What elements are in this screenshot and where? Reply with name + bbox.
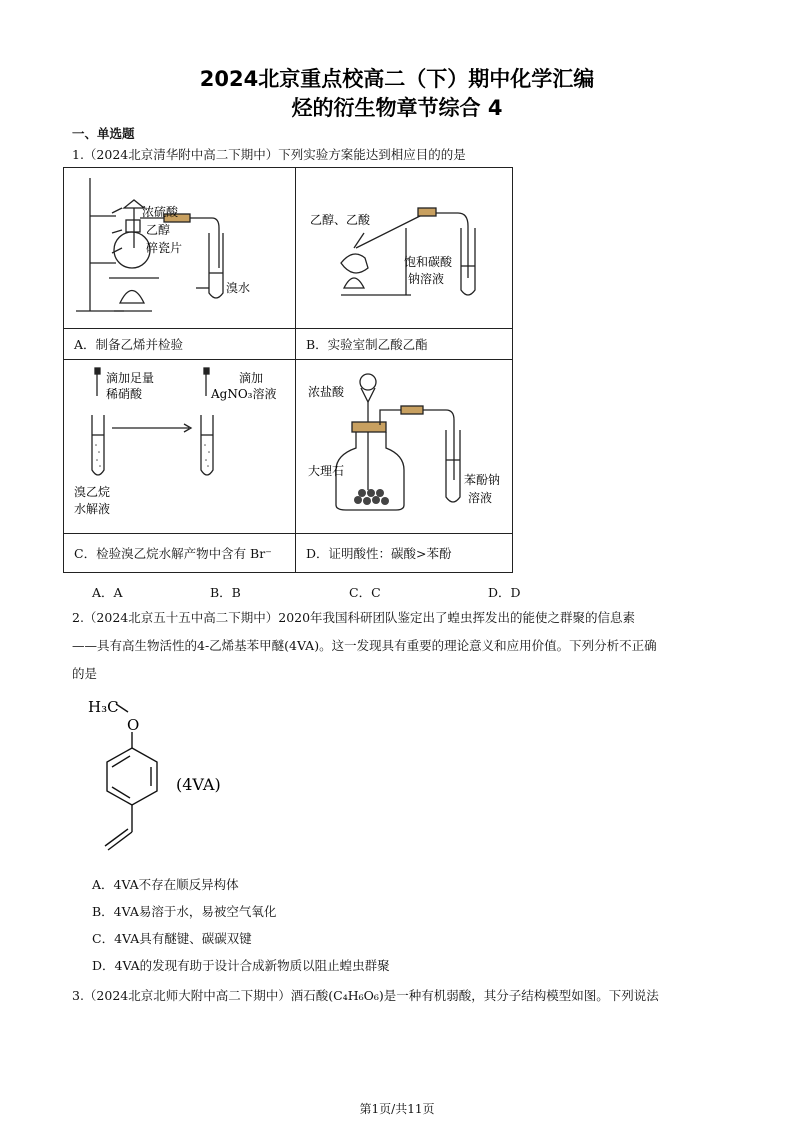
- page-footer: 第1页/共11页: [359, 1102, 435, 1116]
- label-silver-nitrate: AgNO₃溶液: [211, 387, 277, 401]
- q1-options-table: [63, 167, 513, 573]
- section-heading: 一、单选题: [72, 126, 135, 141]
- q2-choice-c: C．4VA具有醚键、碳碳双键: [92, 931, 252, 946]
- q2-stem-line3: 的是: [72, 666, 98, 681]
- label-solution: 溶液: [468, 491, 493, 505]
- q1-option-c: C．C: [349, 585, 381, 600]
- ester-apparatus-diagram: [296, 168, 512, 328]
- label-bromine-water: 溴水: [226, 281, 251, 295]
- ethylene-apparatus-diagram: [64, 168, 295, 328]
- label-ethanol-acetic-acid: 乙醇、乙酸: [310, 213, 371, 227]
- label-bromoethane: 溴乙烷: [74, 485, 111, 499]
- q1-option-b: B．B: [210, 585, 241, 600]
- q2-stem-line1: 2.（2024北京五十五中高二下期中）2020年我国科研团队鉴定出了蝗虫挥发出的能使之群聚的信息素: [72, 610, 636, 625]
- document-title-line2: 烃的衍生物章节综合 4: [291, 96, 503, 120]
- label-hydrolysate: 水解液: [74, 502, 111, 516]
- bromide-test-diagram: [64, 360, 295, 533]
- q3-stem-prefix: 3.（2024北京北师大附中高二下期中）酒石酸: [72, 988, 329, 1003]
- label-conc-sulfuric-acid: 浓硫酸: [142, 205, 179, 219]
- q1-caption-d: D．证明酸性：碳酸>苯酚: [296, 534, 513, 573]
- q3-formula: (C₄H₆O₆): [328, 988, 384, 1003]
- q1-image-a: [64, 168, 296, 329]
- q1-caption-a: A．制备乙烯并检验: [64, 329, 296, 360]
- label-sodium-phenoxide: 苯酚钠: [464, 473, 501, 487]
- 4va-structure-diagram: [88, 690, 248, 862]
- label-add-excess: 滴加足量: [106, 371, 155, 385]
- q1-option-a: A．A: [92, 585, 123, 600]
- molecule-name-label: (4VA): [176, 775, 221, 794]
- document-title-line1: 2024北京重点校高二（下）期中化学汇编: [199, 67, 595, 91]
- label-ethanol: 乙醇: [146, 223, 171, 237]
- label-add: 滴加: [239, 371, 264, 385]
- label-porcelain-chips: 碎瓷片: [146, 241, 183, 255]
- label-sodium-solution: 钠溶液: [408, 272, 445, 286]
- q2-choice-b: B．4VA易溶于水，易被空气氧化: [92, 904, 277, 919]
- q3-stem: [72, 986, 659, 1004]
- q3-stem-suffix: 是一种有机弱酸，其分子结构模型如图。下列说法: [383, 988, 659, 1003]
- label-conc-hcl: 浓盐酸: [308, 385, 345, 399]
- acidity-apparatus-diagram: [296, 360, 512, 533]
- q1-caption-b: B．实验室制乙酸乙酯: [296, 329, 513, 360]
- label-dilute-nitric: 稀硝酸: [106, 387, 143, 401]
- q1-image-d: [296, 360, 513, 534]
- q1-option-d: D．D: [488, 585, 521, 600]
- q2-stem-line2: ——具有高生物活性的4-乙烯基苯甲醚(4VA)。这一发现具有重要的理论意义和应用价值。下列分析不正确: [72, 638, 657, 653]
- q2-choice-a: A．4VA不存在顺反异构体: [92, 877, 239, 892]
- label-saturated-carbonate: 饱和碳酸: [404, 255, 453, 269]
- oxygen-atom-label: O: [127, 716, 140, 734]
- q1-image-c: [64, 360, 296, 534]
- methyl-group-label: H₃C: [88, 698, 119, 716]
- q1-stem: 1.（2024北京清华附中高二下期中）下列实验方案能达到相应目的的是: [72, 147, 466, 162]
- label-marble: 大理石: [308, 464, 345, 478]
- q2-choice-d: D．4VA的发现有助于设计合成新物质以阻止蝗虫群聚: [92, 958, 390, 973]
- q1-caption-c: C．检验溴乙烷水解产物中含有 Br⁻: [64, 534, 296, 573]
- q1-image-b: [296, 168, 513, 329]
